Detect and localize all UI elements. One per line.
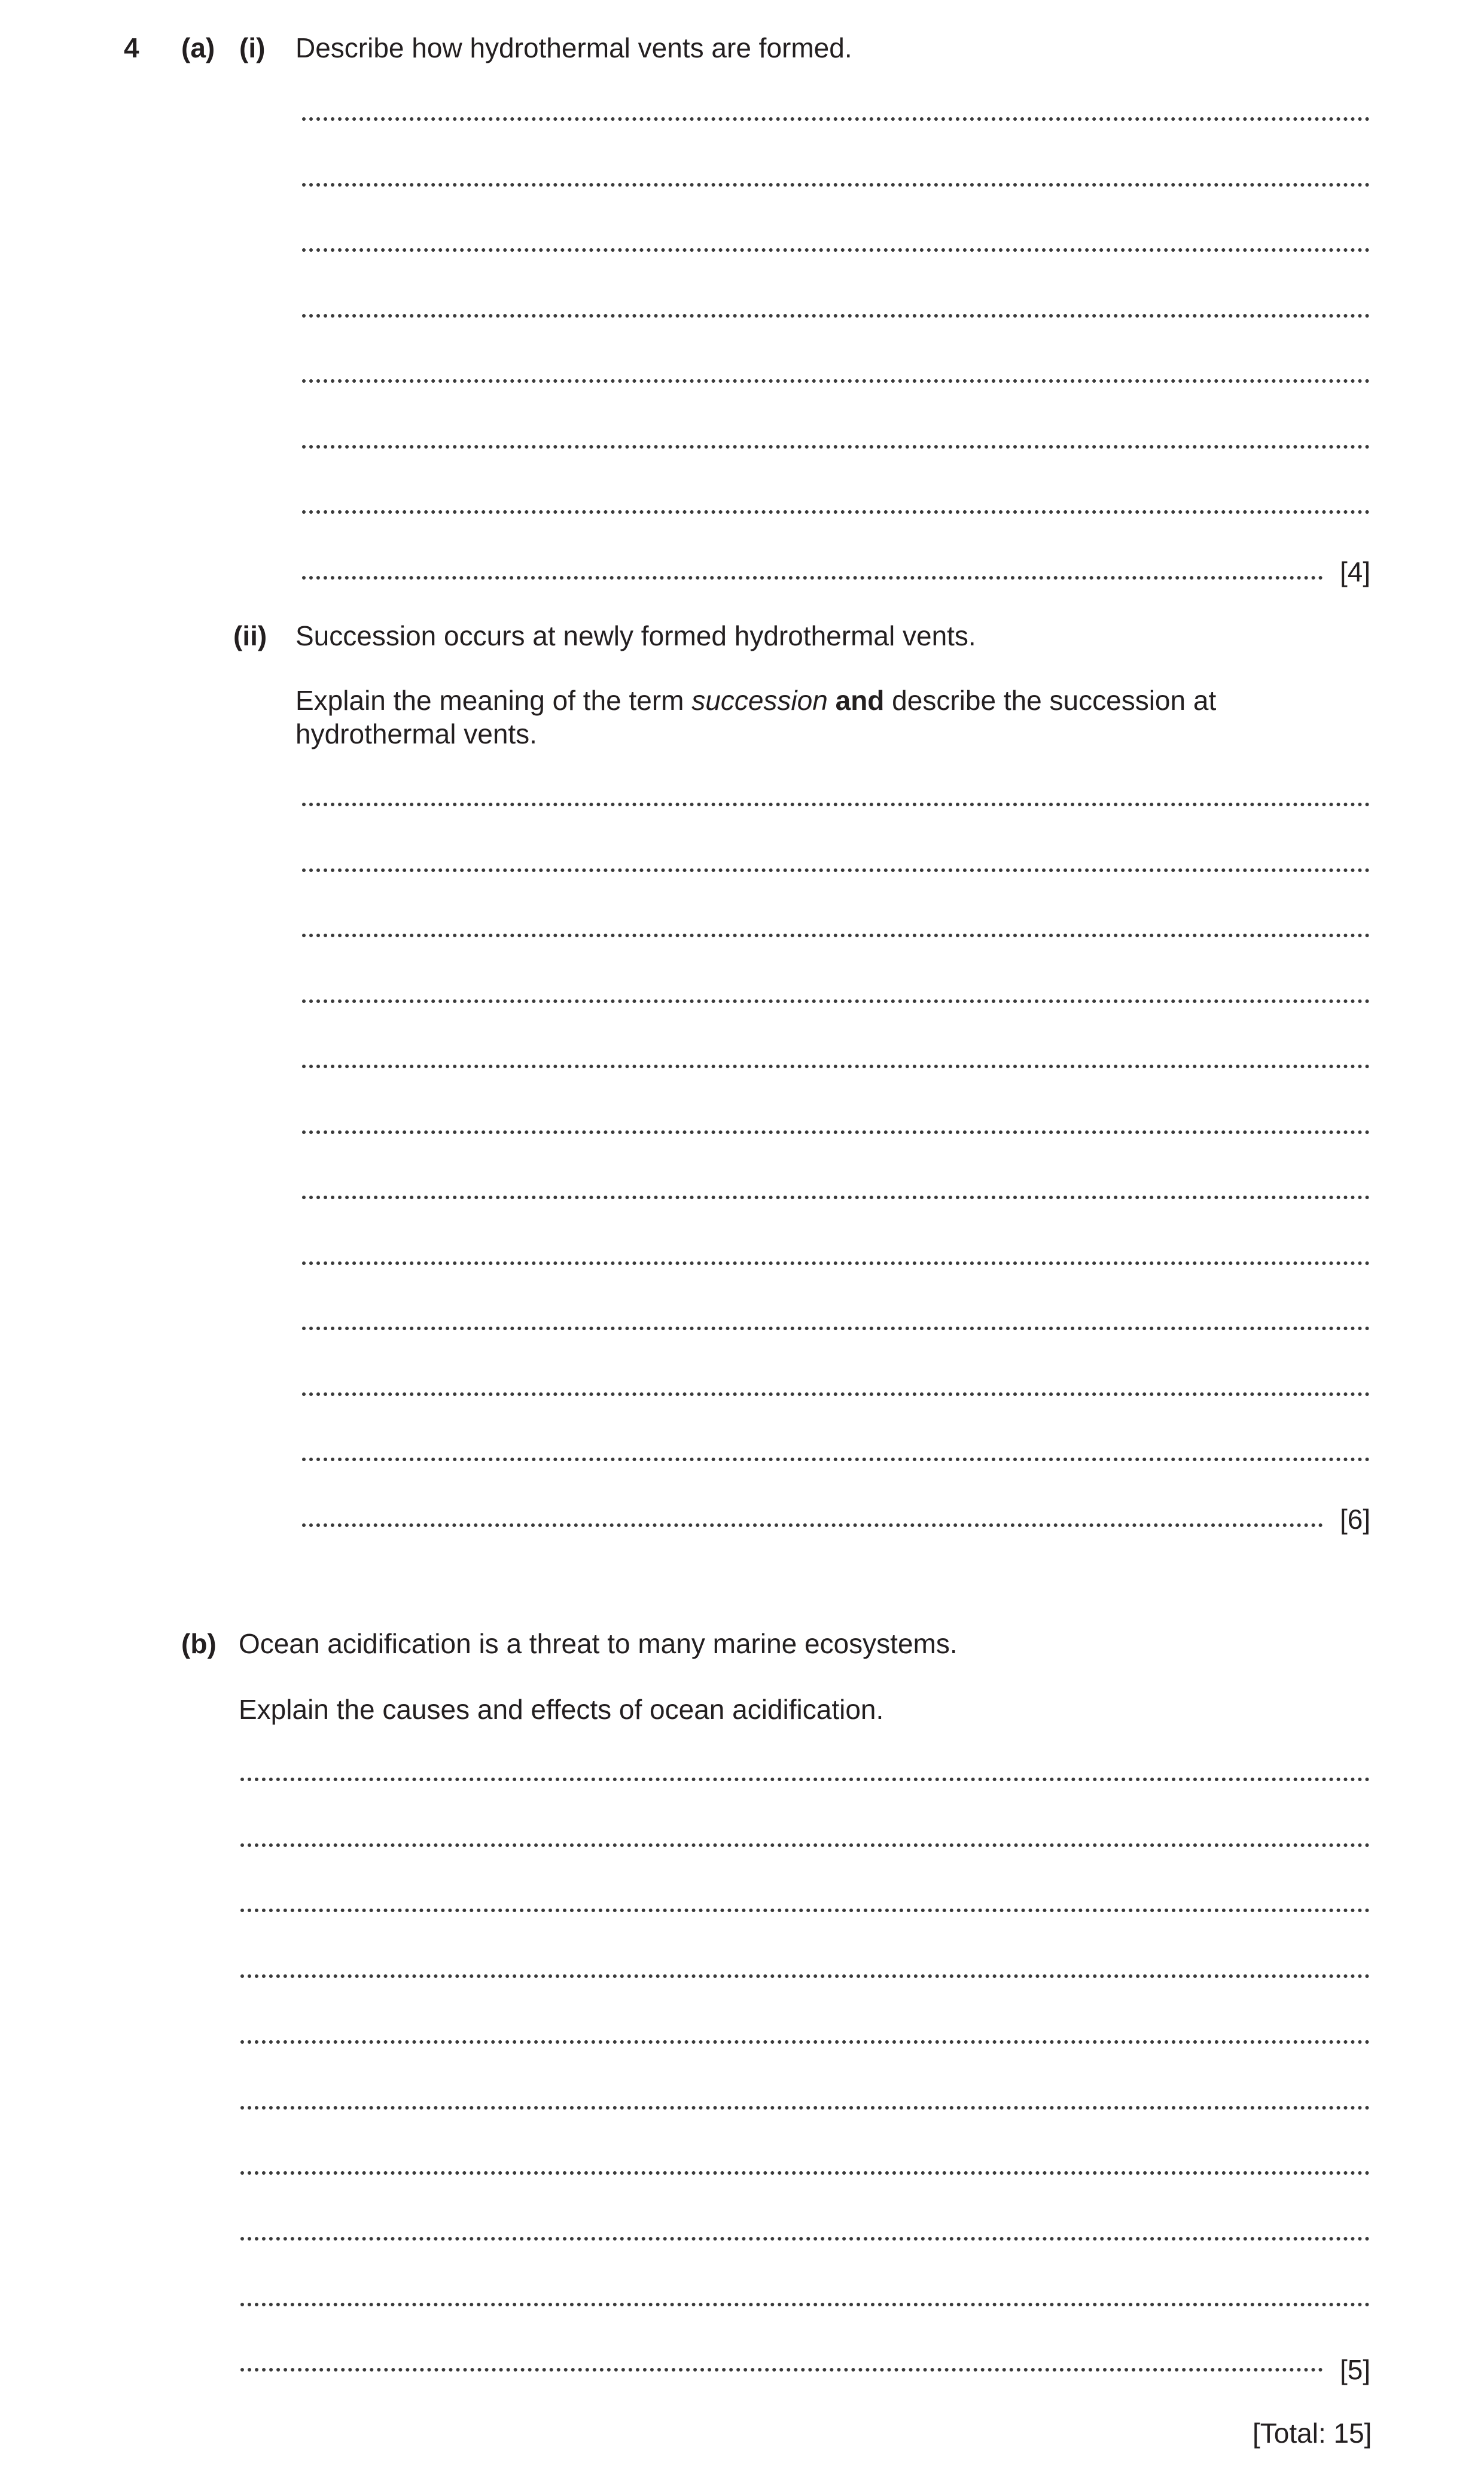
answer-line[interactable] — [302, 1327, 1370, 1330]
part-b-label: (b) — [181, 1628, 217, 1659]
sub-i-prompt: Describe how hydrothermal vents are formed. — [295, 32, 852, 63]
part-a-label: (a) — [181, 32, 215, 63]
answer-line[interactable] — [240, 2237, 1370, 2241]
answer-line[interactable] — [302, 510, 1370, 514]
answer-line[interactable] — [240, 2106, 1370, 2110]
answer-line[interactable] — [302, 576, 1323, 580]
marks-b: [5] — [1340, 2354, 1371, 2385]
sub-ii-instruction — [295, 684, 1384, 751]
answer-line[interactable] — [302, 1065, 1370, 1068]
term-succession: succession — [691, 685, 828, 716]
answer-line[interactable] — [302, 117, 1370, 121]
answer-line[interactable] — [302, 314, 1370, 318]
sub-i-label: (i) — [239, 32, 266, 63]
answer-line[interactable] — [240, 1974, 1370, 1978]
question-number: 4 — [124, 32, 139, 63]
marks-a-i: [4] — [1340, 556, 1371, 587]
marks-a-ii: [6] — [1340, 1504, 1371, 1535]
sub-ii-intro: Succession occurs at newly formed hydrothermal vents. — [295, 620, 976, 651]
sub-ii-instruction-post: describe the succession at hydrothermal vents. — [295, 685, 1217, 749]
answer-line[interactable] — [302, 379, 1370, 383]
answer-line[interactable] — [240, 2368, 1323, 2372]
total-marks: [Total: 15] — [1253, 2418, 1372, 2449]
answer-line[interactable] — [302, 248, 1370, 252]
answer-line[interactable] — [302, 868, 1370, 872]
answer-line[interactable] — [240, 2171, 1370, 2175]
answer-line[interactable] — [302, 999, 1370, 1003]
answer-line[interactable] — [302, 1130, 1370, 1134]
answer-line[interactable] — [302, 183, 1370, 187]
answer-line[interactable] — [240, 1778, 1370, 1781]
answer-line[interactable] — [302, 1458, 1370, 1461]
answer-line[interactable] — [302, 803, 1370, 806]
instruction-and: and — [835, 685, 885, 716]
part-b-prompt: Explain the causes and effects of ocean acidification. — [239, 1694, 884, 1725]
answer-line[interactable] — [240, 1909, 1370, 1912]
answer-line[interactable] — [302, 934, 1370, 937]
sub-ii-label: (ii) — [233, 620, 267, 651]
answer-line[interactable] — [240, 2040, 1370, 2044]
answer-line[interactable] — [302, 1392, 1370, 1396]
answer-line[interactable] — [302, 1523, 1323, 1527]
answer-line[interactable] — [302, 445, 1370, 449]
answer-line[interactable] — [240, 1843, 1370, 1847]
answer-line[interactable] — [240, 2303, 1370, 2306]
answer-line[interactable] — [302, 1196, 1370, 1199]
answer-line[interactable] — [302, 1261, 1370, 1265]
sub-ii-instruction-pre: Explain the meaning of the term — [295, 685, 692, 716]
part-b-intro: Ocean acidification is a threat to many marine ecosystems. — [239, 1628, 958, 1659]
